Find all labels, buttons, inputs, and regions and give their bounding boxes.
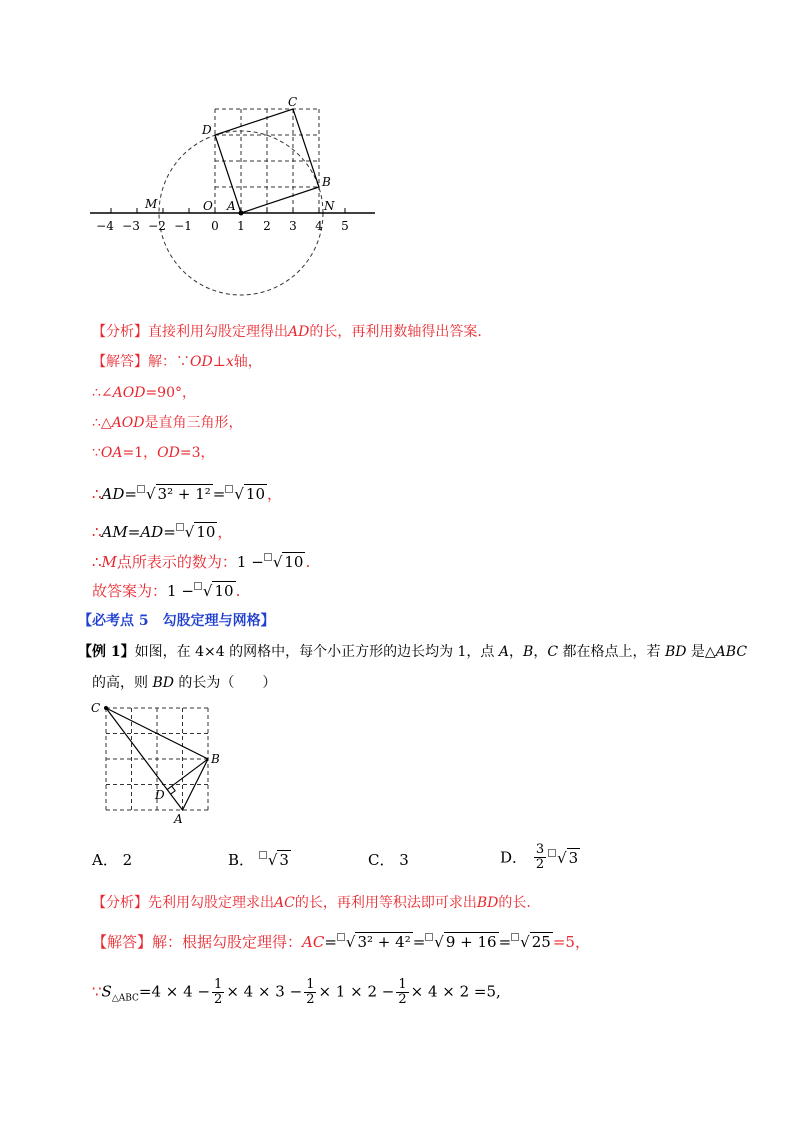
answer-line-1 — [92, 352, 262, 372]
step-m-value: ∴M点所表示的数为：1 − √ 10 . — [92, 553, 311, 571]
tick-label: 4 — [315, 219, 323, 233]
option-b[interactable]: B． √ 3 — [228, 851, 289, 869]
tick-label: 2 — [263, 219, 271, 233]
tick-label: 5 — [341, 219, 349, 233]
point-label-d: D — [202, 123, 212, 137]
example-question-cont: 的高，则 BD 的长为（ ） — [92, 675, 277, 691]
analysis-text: 的长，再利用数轴得出答案. — [309, 324, 482, 340]
step-ad-value: ∴AD= √ 3² + 1² = √ 10 ， — [92, 485, 283, 503]
point-label-a: A — [227, 199, 236, 213]
tick-label: −2 — [148, 219, 166, 233]
grid-triangle-figure — [86, 698, 226, 828]
step-right-triangle: ∴△AOD是直角三角形， — [92, 415, 243, 431]
section-heading: 【必考点 5 勾股定理与网格】 — [78, 613, 275, 629]
option-a[interactable]: A． 2 — [92, 851, 133, 869]
tick-label: 0 — [211, 219, 219, 233]
radical: √ 3² + 1² — [137, 483, 213, 505]
point-label-c: C — [288, 95, 298, 109]
example-tag: 【例 1】 — [78, 644, 135, 660]
point-label-a: A — [174, 812, 183, 826]
radical: √ 10 — [225, 483, 267, 505]
point-label-n: N — [324, 199, 335, 213]
radical: √ 10 — [194, 580, 236, 602]
tick-label: 3 — [289, 219, 297, 233]
step-am-value: ∴AM=AD= √ 10 ， — [92, 523, 233, 541]
radical: √ 10 — [264, 551, 306, 573]
option-d[interactable]: D． $\frac{3}{2}$ √ 3 — [500, 842, 579, 872]
answer-text: 解：∵ — [148, 354, 190, 370]
answer-text: 轴， — [233, 354, 262, 370]
answer-condition: OD⊥x — [190, 354, 234, 370]
point-label-c: C — [91, 701, 101, 715]
tick-label: −4 — [96, 219, 114, 233]
point-label-b: B — [322, 175, 331, 189]
analysis-line-1 — [92, 322, 482, 342]
area-equation: $\because S_{\triangle ABC}=4 \times 4$ − $\frac{1}{2}$ × 4 × 3 − $\frac{1}{2}$ × 1 × 2 − $\frac{1}{2}$ × 4 × 2 =5, — [92, 977, 501, 1007]
step-angle: ∴∠AOD=90°， — [92, 385, 196, 401]
tick-label: −1 — [174, 219, 192, 233]
option-c[interactable]: C． 3 — [368, 851, 409, 869]
point-label-o: O — [203, 199, 213, 213]
answer-line-2: 【解答】解：根据勾股定理得：AC= √ 3² + 4² = √ 9 + 16 = √ 25 =5， — [92, 933, 590, 951]
analysis-tag: 【分析】 — [92, 324, 148, 340]
answer-tag: 【解答】 — [92, 354, 148, 370]
point-label-b: B — [211, 752, 220, 766]
radical: √ 10 — [176, 521, 218, 543]
segment-ad: AD — [288, 324, 310, 340]
tick-label: −3 — [122, 219, 140, 233]
analysis-text: 直接利用勾股定理得出 — [148, 324, 288, 340]
point-label-d: D — [155, 788, 165, 802]
example-question: 【例 1】如图，在 4×4 的网格中，每个小正方形的边长均为 1，点 A，B，C 都在格点上，若 BD 是△ABC — [78, 644, 748, 660]
point-label-m: M — [145, 197, 158, 211]
number-line-figure — [85, 90, 385, 305]
tick-label: 1 — [237, 219, 245, 233]
analysis-line-2: 【分析】先利用勾股定理求出AC的长，再利用等积法即可求出BD的长. — [92, 895, 531, 911]
final-answer-1: 故答案为：1 − √ 10 . — [92, 582, 241, 600]
step-lengths: ∵OA=1，OD=3， — [92, 445, 215, 461]
